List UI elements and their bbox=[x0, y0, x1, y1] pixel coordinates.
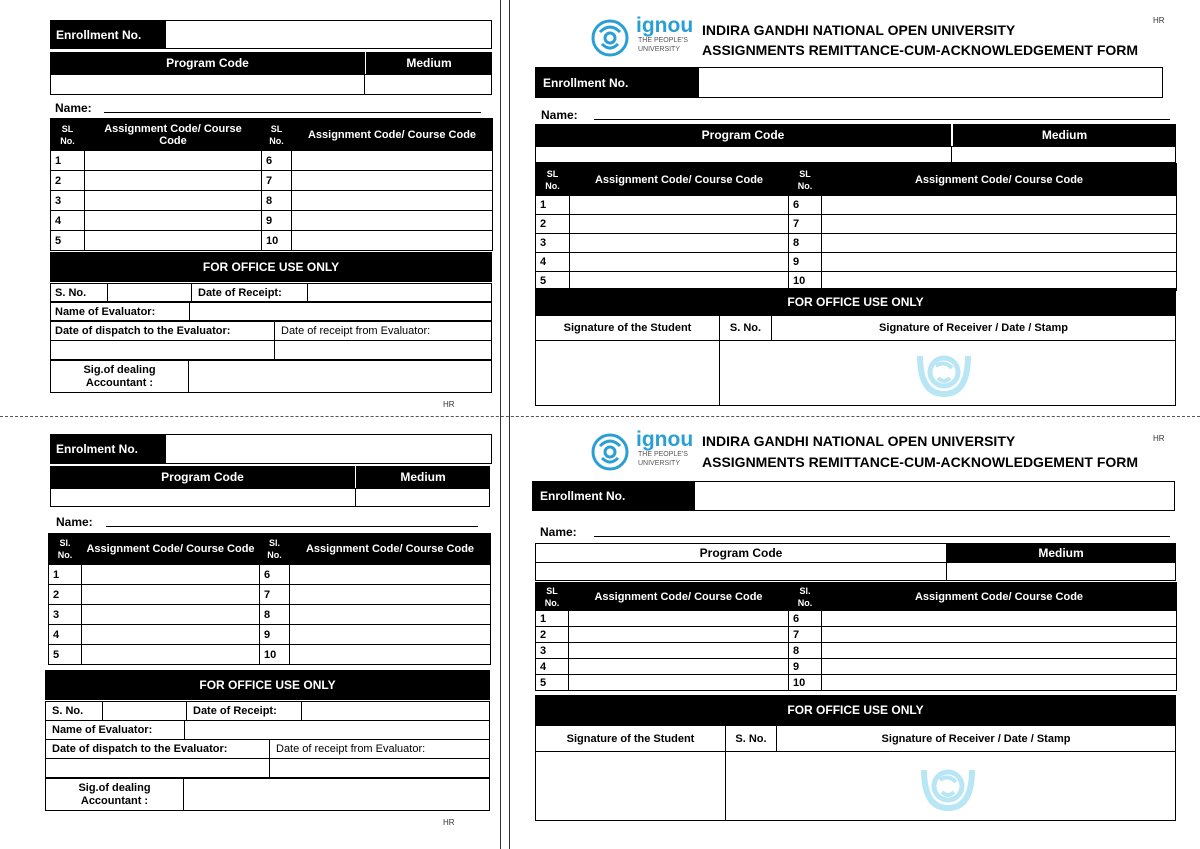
name-field[interactable] bbox=[106, 526, 478, 527]
sl-no-header: SL No. bbox=[536, 164, 570, 196]
assignment-code-cell[interactable] bbox=[82, 605, 260, 625]
office-use-banner: FOR OFFICE USE ONLY bbox=[535, 695, 1176, 725]
row-number: 8 bbox=[260, 605, 290, 625]
program-code-field[interactable] bbox=[535, 146, 952, 163]
row-number: 7 bbox=[789, 627, 822, 643]
s-no-label: S. No. bbox=[45, 701, 103, 721]
row-number: 4 bbox=[536, 659, 569, 675]
sig-dealing-field[interactable] bbox=[183, 778, 490, 811]
assignment-code-header: Assignment Code/ Course Code bbox=[822, 583, 1177, 611]
program-code-label: Program Code bbox=[535, 543, 947, 563]
name-label: Name: bbox=[541, 108, 578, 122]
assignment-code-header: Assignment Code/ Course Code bbox=[292, 119, 493, 151]
office-use-banner: FOR OFFICE USE ONLY bbox=[535, 288, 1176, 315]
sig-dealing-label: Sig.of dealing Accountant : bbox=[45, 778, 184, 811]
row-number: 9 bbox=[789, 253, 822, 272]
receipt-from-evaluator-field[interactable] bbox=[274, 340, 492, 360]
logo-tagline: THE PEOPLE'S bbox=[638, 451, 688, 458]
row-number: 2 bbox=[51, 171, 85, 191]
medium-label: Medium bbox=[365, 52, 492, 74]
medium-label: Medium bbox=[951, 124, 1176, 146]
program-code-label: Program Code bbox=[50, 466, 355, 488]
assignment-code-cell[interactable] bbox=[292, 151, 493, 171]
row-number: 9 bbox=[262, 211, 292, 231]
dispatch-date-field[interactable] bbox=[45, 758, 270, 778]
row-number: 4 bbox=[49, 625, 82, 645]
cut-line bbox=[0, 416, 1200, 417]
sl-no-header: Sl. No. bbox=[260, 534, 290, 565]
assignment-code-cell[interactable] bbox=[292, 211, 493, 231]
logo-tagline: UNIVERSITY bbox=[638, 46, 681, 53]
ignou-emblem-icon bbox=[590, 18, 634, 58]
name-label: Name: bbox=[55, 101, 92, 115]
receipt-from-evaluator-label: Date of receipt from Evaluator: bbox=[269, 739, 490, 759]
assignment-code-cell[interactable] bbox=[569, 675, 789, 691]
name-of-evaluator-field[interactable] bbox=[189, 302, 492, 321]
assignment-table bbox=[535, 163, 1177, 291]
sl-no-header: SL No. bbox=[536, 583, 569, 611]
hr-mark: HR bbox=[1153, 16, 1165, 25]
assignment-code-header: Assignment Code/ Course Code bbox=[570, 164, 789, 196]
assignment-code-cell[interactable] bbox=[822, 659, 1177, 675]
enrollment-label: Enrollment No. bbox=[535, 67, 698, 98]
row-number: 5 bbox=[51, 231, 85, 251]
row-number: 3 bbox=[49, 605, 82, 625]
row-number: 4 bbox=[536, 253, 570, 272]
medium-label: Medium bbox=[946, 543, 1176, 563]
assignment-code-cell[interactable] bbox=[290, 625, 491, 645]
ignou-logo bbox=[590, 14, 700, 58]
row-number: 3 bbox=[51, 191, 85, 211]
row-number: 5 bbox=[536, 675, 569, 691]
row-number: 6 bbox=[262, 151, 292, 171]
medium-field[interactable] bbox=[951, 146, 1176, 163]
assignment-code-cell[interactable] bbox=[822, 234, 1177, 253]
assignment-code-cell[interactable] bbox=[82, 645, 260, 665]
row-number: 5 bbox=[536, 272, 570, 291]
sig-receiver-label: Signature of Receiver / Date / Stamp bbox=[771, 315, 1176, 341]
row-number: 1 bbox=[51, 151, 85, 171]
enrollment-field[interactable] bbox=[165, 20, 492, 49]
assignment-code-header: Assignment Code/ Course Code bbox=[569, 583, 789, 611]
assignment-table bbox=[535, 582, 1177, 691]
assignment-code-cell[interactable] bbox=[290, 605, 491, 625]
row-number: 1 bbox=[536, 611, 569, 627]
assignment-code-cell[interactable] bbox=[292, 171, 493, 191]
receipt-from-evaluator-field[interactable] bbox=[269, 758, 490, 778]
row-number: 10 bbox=[260, 645, 290, 665]
program-code-label: Program Code bbox=[535, 124, 951, 146]
university-name: INDIRA GANDHI NATIONAL OPEN UNIVERSITY bbox=[702, 22, 1016, 38]
name-field[interactable] bbox=[594, 119, 1170, 120]
assignment-code-cell[interactable] bbox=[290, 645, 491, 665]
office-use-banner: FOR OFFICE USE ONLY bbox=[50, 252, 492, 282]
sig-dealing-label: Sig.of dealing Accountant : bbox=[50, 360, 189, 393]
assignment-code-cell[interactable] bbox=[822, 196, 1177, 215]
name-label: Name: bbox=[540, 525, 577, 539]
logo-tagline: UNIVERSITY bbox=[638, 460, 681, 467]
assignment-code-cell[interactable] bbox=[822, 643, 1177, 659]
assignment-code-cell[interactable] bbox=[822, 611, 1177, 627]
s-no-field[interactable] bbox=[107, 283, 192, 302]
ignou-emblem-icon bbox=[590, 432, 634, 472]
assignment-code-cell[interactable] bbox=[290, 585, 491, 605]
ignou-watermark-icon bbox=[912, 346, 976, 400]
medium-field[interactable] bbox=[364, 74, 492, 95]
sig-student-field[interactable] bbox=[535, 340, 720, 406]
row-number: 8 bbox=[789, 234, 822, 253]
hr-mark: HR bbox=[443, 400, 455, 409]
assignment-code-cell[interactable] bbox=[570, 234, 789, 253]
date-of-receipt-field[interactable] bbox=[307, 283, 492, 302]
row-number: 3 bbox=[536, 234, 570, 253]
sl-no-header: SL No. bbox=[51, 119, 85, 151]
assignment-table bbox=[50, 118, 493, 251]
name-of-evaluator-field[interactable] bbox=[184, 720, 490, 740]
sl-no-header: Sl. No. bbox=[49, 534, 82, 565]
assignment-code-cell[interactable] bbox=[85, 171, 262, 191]
row-number: 9 bbox=[260, 625, 290, 645]
assignment-code-cell[interactable] bbox=[822, 675, 1177, 691]
enrollment-field[interactable] bbox=[698, 67, 1163, 98]
name-field[interactable] bbox=[104, 112, 481, 113]
name-of-evaluator-label: Name of Evaluator: bbox=[45, 720, 185, 740]
name-field[interactable] bbox=[594, 536, 1170, 537]
vertical-divider bbox=[500, 0, 501, 849]
hr-mark: HR bbox=[1153, 434, 1165, 443]
assignment-code-cell[interactable] bbox=[822, 627, 1177, 643]
row-number: 7 bbox=[789, 215, 822, 234]
row-number: 7 bbox=[260, 585, 290, 605]
program-code-field[interactable] bbox=[50, 74, 365, 95]
assignment-code-header: Assignment Code/ Course Code bbox=[85, 119, 262, 151]
assignment-code-cell[interactable] bbox=[569, 659, 789, 675]
assignment-code-cell[interactable] bbox=[569, 611, 789, 627]
sig-dealing-field[interactable] bbox=[188, 360, 492, 393]
sig-student-label: Signature of the Student bbox=[535, 315, 720, 341]
program-code-field[interactable] bbox=[535, 562, 947, 581]
medium-field[interactable] bbox=[946, 562, 1176, 581]
form-title: ASSIGNMENTS REMITTANCE-CUM-ACKNOWLEDGEMENT FORM bbox=[702, 42, 1139, 58]
hr-mark: HR bbox=[443, 818, 455, 827]
assignment-code-cell[interactable] bbox=[570, 196, 789, 215]
s-no-label: S. No. bbox=[725, 725, 777, 752]
assignment-code-cell[interactable] bbox=[822, 215, 1177, 234]
row-number: 2 bbox=[49, 585, 82, 605]
row-number: 10 bbox=[262, 231, 292, 251]
assignment-table bbox=[48, 533, 491, 665]
assignment-code-cell[interactable] bbox=[85, 231, 262, 251]
logo-wordmark: ignou bbox=[636, 14, 694, 37]
dispatch-date-field[interactable] bbox=[50, 340, 275, 360]
assignment-code-cell[interactable] bbox=[292, 191, 493, 211]
row-number: 6 bbox=[789, 196, 822, 215]
row-number: 5 bbox=[49, 645, 82, 665]
assignment-code-cell[interactable] bbox=[822, 253, 1177, 272]
assignment-code-cell[interactable] bbox=[292, 231, 493, 251]
assignment-code-header: Assignment Code/ Course Code bbox=[822, 164, 1177, 196]
logo-tagline: THE PEOPLE'S bbox=[638, 37, 688, 44]
row-number: 1 bbox=[536, 196, 570, 215]
row-number: 3 bbox=[536, 643, 569, 659]
assignment-code-cell[interactable] bbox=[569, 627, 789, 643]
assignment-code-cell[interactable] bbox=[569, 643, 789, 659]
assignment-code-cell[interactable] bbox=[85, 211, 262, 231]
office-use-banner: FOR OFFICE USE ONLY bbox=[45, 670, 490, 700]
medium-label: Medium bbox=[355, 466, 490, 488]
row-number: 8 bbox=[789, 643, 822, 659]
sl-no-header: Sl. No. bbox=[789, 583, 822, 611]
row-number: 4 bbox=[51, 211, 85, 231]
medium-field[interactable] bbox=[355, 488, 490, 507]
row-number: 6 bbox=[260, 565, 290, 585]
assignment-code-cell[interactable] bbox=[82, 625, 260, 645]
name-of-evaluator-label: Name of Evaluator: bbox=[50, 302, 190, 321]
enrollment-label: Enrollment No. bbox=[50, 20, 165, 49]
name-label: Name: bbox=[56, 515, 93, 529]
sl-no-header: SL No. bbox=[262, 119, 292, 151]
enrollment-label: Enrollment No. bbox=[532, 481, 694, 511]
dispatch-date-label: Date of dispatch to the Evaluator: bbox=[50, 321, 275, 341]
ignou-logo bbox=[590, 428, 700, 472]
s-no-label: S. No. bbox=[50, 283, 108, 302]
date-of-receipt-field[interactable] bbox=[301, 701, 490, 721]
date-of-receipt-label: Date of Receipt: bbox=[191, 283, 308, 302]
row-number: 2 bbox=[536, 215, 570, 234]
row-number: 9 bbox=[789, 659, 822, 675]
date-of-receipt-label: Date of Receipt: bbox=[186, 701, 302, 721]
ignou-watermark-icon bbox=[916, 760, 980, 814]
dispatch-date-label: Date of dispatch to the Evaluator: bbox=[45, 739, 270, 759]
assignment-code-cell[interactable] bbox=[570, 253, 789, 272]
enrolment-label: Enrolment No. bbox=[50, 434, 165, 464]
sig-student-field[interactable] bbox=[535, 751, 726, 821]
program-code-field[interactable] bbox=[50, 488, 356, 507]
enrollment-field[interactable] bbox=[694, 481, 1175, 511]
sig-receiver-label: Signature of Receiver / Date / Stamp bbox=[776, 725, 1176, 752]
s-no-field[interactable] bbox=[102, 701, 187, 721]
university-name: INDIRA GANDHI NATIONAL OPEN UNIVERSITY bbox=[702, 433, 1016, 449]
assignment-code-cell[interactable] bbox=[82, 585, 260, 605]
assignment-code-cell[interactable] bbox=[85, 191, 262, 211]
assignment-code-cell[interactable] bbox=[570, 215, 789, 234]
enrolment-field[interactable] bbox=[165, 434, 492, 464]
s-no-label: S. No. bbox=[719, 315, 772, 341]
assignment-code-header: Assignment Code/ Course Code bbox=[290, 534, 491, 565]
row-number: 8 bbox=[262, 191, 292, 211]
assignment-code-cell[interactable] bbox=[290, 565, 491, 585]
row-number: 6 bbox=[789, 611, 822, 627]
row-number: 10 bbox=[789, 675, 822, 691]
row-number: 2 bbox=[536, 627, 569, 643]
assignment-code-cell[interactable] bbox=[85, 151, 262, 171]
row-number: 10 bbox=[789, 272, 822, 291]
receipt-from-evaluator-label: Date of receipt from Evaluator: bbox=[274, 321, 492, 341]
row-number: 7 bbox=[262, 171, 292, 191]
vertical-divider bbox=[509, 0, 510, 849]
logo-wordmark: ignou bbox=[636, 428, 694, 451]
assignment-code-cell[interactable] bbox=[82, 565, 260, 585]
sig-student-label: Signature of the Student bbox=[535, 725, 726, 752]
row-number: 1 bbox=[49, 565, 82, 585]
form-title: ASSIGNMENTS REMITTANCE-CUM-ACKNOWLEDGEMENT FORM bbox=[702, 454, 1139, 470]
assignment-code-header: Assignment Code/ Course Code bbox=[82, 534, 260, 565]
program-code-label: Program Code bbox=[50, 52, 365, 74]
sl-no-header: SL No. bbox=[789, 164, 822, 196]
